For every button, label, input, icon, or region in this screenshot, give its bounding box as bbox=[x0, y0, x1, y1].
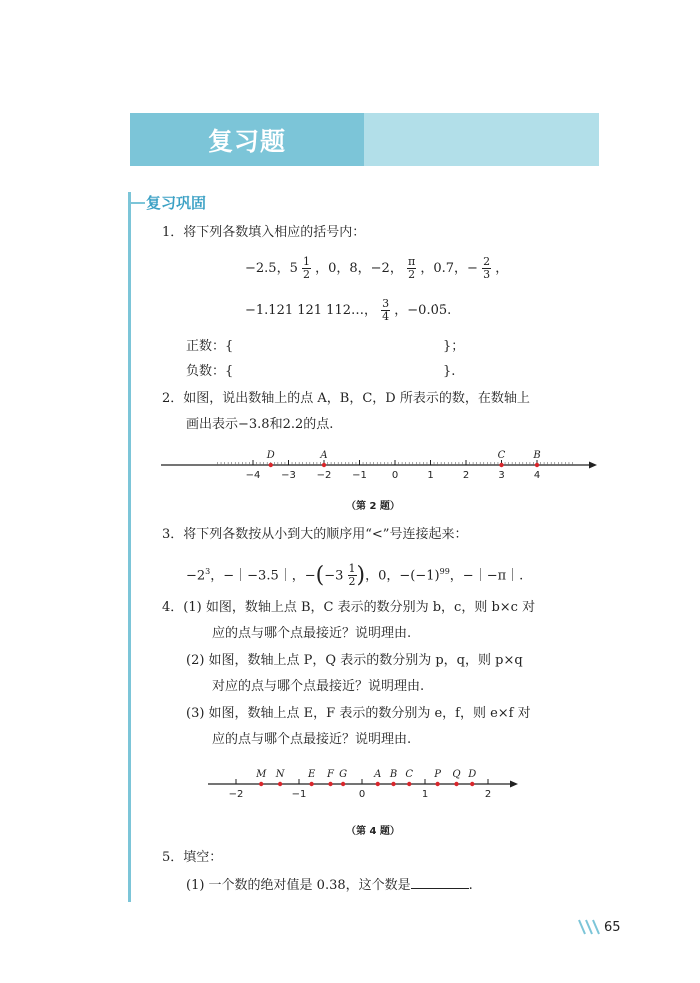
q4-line-4: 对应的点与哪个点最接近？说明理由. bbox=[212, 679, 425, 694]
q5-sub-1 bbox=[186, 875, 473, 895]
q1-positive-close: }； bbox=[443, 339, 465, 354]
q5-sub1-period: . bbox=[468, 878, 473, 893]
q3-text: 3．将下列各数按从小到大的顺序用“<”号连接起来： bbox=[162, 527, 468, 542]
q4-tick-label: 1 bbox=[421, 789, 429, 800]
q4-point-label-N: N bbox=[275, 769, 285, 780]
q2-number-line bbox=[155, 448, 605, 488]
q4-point-label-E: E bbox=[307, 769, 316, 780]
q4-point-label-B: B bbox=[389, 769, 398, 780]
q2-tick-label: 1 bbox=[427, 470, 434, 481]
q4-point-A bbox=[376, 782, 380, 786]
q3-expression bbox=[186, 563, 523, 588]
q2-point-label-B: B bbox=[533, 450, 541, 461]
q4-point-N bbox=[278, 782, 282, 786]
q4-point-F bbox=[328, 782, 332, 786]
q5-sub1-text: (1) 一个数的绝对值是 0.38，这个数是 bbox=[186, 878, 411, 893]
q3-fraction-half: $\frac{1}{2}$ bbox=[348, 562, 356, 589]
q2-tick-label: −2 bbox=[316, 470, 332, 481]
q2-line-2: 画出表示−3.8和2.2的点. bbox=[186, 417, 334, 432]
q4-point-M bbox=[259, 782, 263, 786]
q4-line-5: (3) 如图，数轴上点 E，F 表示的数分别为 e，f，则 e×f 对 bbox=[186, 706, 531, 721]
q1-fraction-pi-half: $\frac{\pi}{2}$ bbox=[407, 255, 416, 281]
q4-point-label-P: P bbox=[434, 769, 441, 780]
q2-tick-label: −4 bbox=[245, 470, 261, 481]
q2-tick-label: −3 bbox=[281, 470, 296, 481]
q1-negative-close: }. bbox=[443, 364, 456, 379]
q4-point-label-C: C bbox=[405, 769, 414, 780]
q1-row1-part2: ，0，8，−2， bbox=[315, 261, 403, 276]
q1-negative-label: 负数：{ bbox=[186, 364, 234, 379]
q4-tick-label: 2 bbox=[484, 789, 492, 800]
q2-arrow-icon bbox=[589, 462, 597, 469]
page-title: 复习题 bbox=[207, 126, 286, 156]
q2-point-B bbox=[535, 463, 539, 467]
q1-row1-part4: ， bbox=[495, 261, 509, 276]
q1-positive-label: 正数：{ bbox=[186, 339, 234, 354]
q1-row2-part2: ，−0.0̇5̇. bbox=[394, 303, 452, 318]
q3-sup2: 99 bbox=[439, 567, 450, 576]
q2-tick-label: 2 bbox=[462, 470, 470, 481]
q3-sup1: 3 bbox=[205, 567, 211, 576]
q4-line-6: 应的点与哪个点最接近？说明理由. bbox=[212, 732, 412, 747]
q4-point-label-G: G bbox=[339, 769, 348, 780]
q4-point-label-F: F bbox=[327, 769, 334, 780]
q4-line-1: 4．(1) 如图，数轴上点 B，C 表示的数分别为 b，c，则 b×c 对 bbox=[162, 600, 536, 615]
q4-point-label-Q: Q bbox=[452, 769, 461, 780]
q2-point-label-A: A bbox=[320, 450, 328, 461]
page-number-stripes-icon bbox=[578, 918, 602, 936]
banner-right-block bbox=[364, 113, 599, 166]
q4-point-label-D: D bbox=[468, 769, 477, 780]
q5-answer-blank[interactable] bbox=[411, 875, 469, 889]
q2-tick-label: 4 bbox=[533, 470, 541, 481]
q4-point-C bbox=[407, 782, 411, 786]
q4-point-Q bbox=[454, 782, 458, 786]
q1-row1-part3: ，0.7，− bbox=[420, 261, 478, 276]
q3-part2: ，−｜−3.5｜，− bbox=[210, 568, 316, 584]
section-heading-tick bbox=[128, 202, 145, 204]
q4-line-2: 应的点与哪个点最接近？说明理由. bbox=[212, 626, 412, 641]
q1-fraction-three-quarters: $\frac{3}{4}$ bbox=[382, 297, 390, 323]
q3-close-paren: ) bbox=[356, 562, 366, 588]
q4-number-line bbox=[200, 764, 525, 806]
q1-fraction-half: $\frac{1}{2}$ bbox=[302, 255, 310, 281]
q1-number-row-1 bbox=[245, 256, 508, 281]
q4-tick-label: 0 bbox=[358, 789, 366, 800]
q4-point-D bbox=[470, 782, 474, 786]
q2-point-C bbox=[499, 463, 503, 467]
q4-point-label-A: A bbox=[374, 769, 382, 780]
q2-tick-label: 3 bbox=[498, 470, 505, 481]
q3-part5: ，−｜−π｜. bbox=[449, 568, 524, 584]
q3-part3: −3 bbox=[324, 568, 344, 584]
q4-point-B bbox=[391, 782, 395, 786]
q1-number-row-2 bbox=[245, 298, 451, 323]
q3-part4: ，0，−(−1) bbox=[365, 568, 440, 584]
q4-point-G bbox=[341, 782, 345, 786]
q3-open-paren: ( bbox=[315, 562, 325, 588]
q2-point-label-D: D bbox=[266, 450, 275, 461]
q2-point-A bbox=[322, 463, 326, 467]
q5-text: 5．填空： bbox=[162, 850, 223, 865]
q1-fraction-two-thirds: $\frac{2}{3}$ bbox=[483, 255, 491, 281]
q4-tick-label: −1 bbox=[291, 789, 307, 800]
q1-row2-part1: −1.121 121 112…， bbox=[245, 303, 377, 318]
q2-point-D bbox=[269, 463, 273, 467]
q1-row1-part1: −2.5，5 bbox=[245, 261, 298, 276]
q4-tick-label: −2 bbox=[228, 789, 244, 800]
q4-arrow-icon bbox=[510, 781, 518, 788]
q2-caption: （第 2 题） bbox=[346, 501, 400, 512]
q3-part1: −2 bbox=[186, 568, 206, 584]
q2-point-label-C: C bbox=[497, 450, 506, 461]
q2-tick-label: −1 bbox=[352, 470, 367, 481]
section-heading: 复习巩固 bbox=[146, 194, 207, 212]
q4-caption: （第 4 题） bbox=[346, 826, 400, 837]
q2-line-1: 2．如图，说出数轴上的点 A，B，C，D 所表示的数，在数轴上 bbox=[162, 391, 530, 406]
q2-tick-label: 0 bbox=[391, 470, 399, 481]
q4-line-3: (2) 如图，数轴上点 P，Q 表示的数分别为 p，q，则 p×q bbox=[186, 653, 523, 668]
q4-point-label-M: M bbox=[256, 769, 267, 780]
q4-point-P bbox=[435, 782, 439, 786]
q1-text: 1．将下列各数填入相应的括号内： bbox=[162, 225, 366, 240]
section-side-bar bbox=[128, 192, 131, 902]
q4-point-E bbox=[309, 782, 313, 786]
page-number: 65 bbox=[604, 920, 621, 935]
